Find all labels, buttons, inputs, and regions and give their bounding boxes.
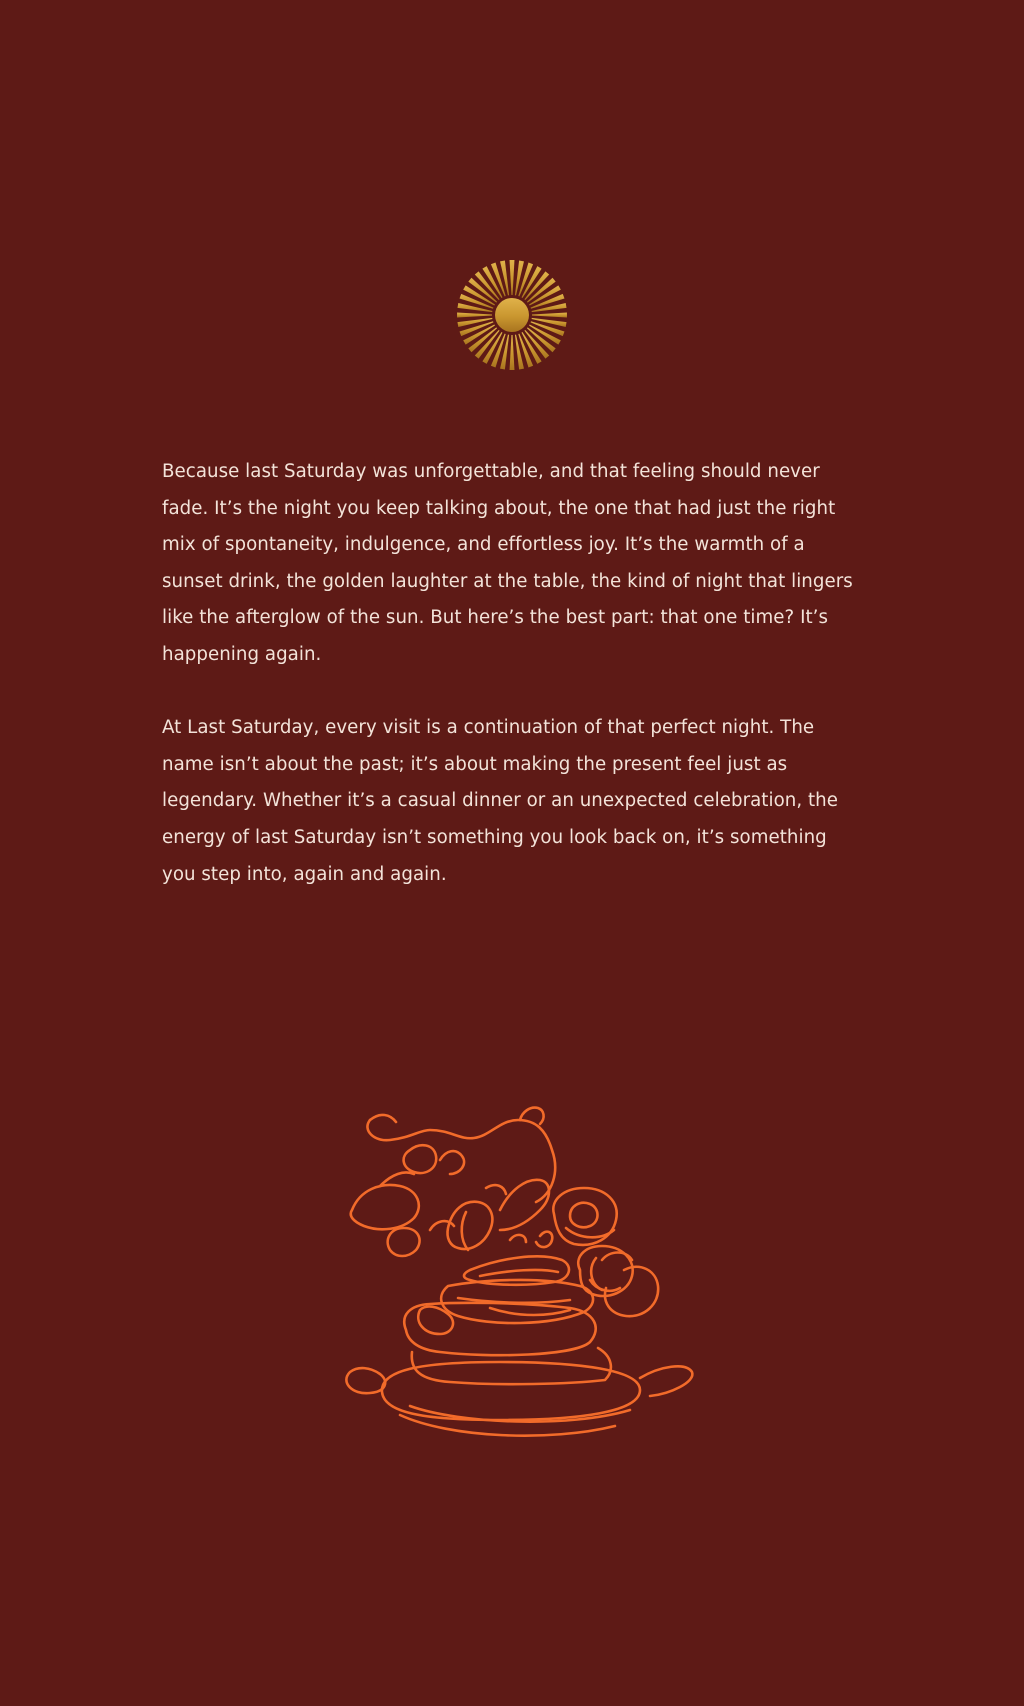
sunburst-logo-icon <box>456 259 568 371</box>
sun-ray <box>532 313 567 318</box>
sun-ray <box>532 303 567 312</box>
sun-ray <box>532 318 567 327</box>
sun-ray <box>510 335 515 370</box>
story-text <box>162 454 862 893</box>
sun-ray <box>457 303 492 312</box>
sun-ray <box>457 313 492 318</box>
sun-ray <box>515 260 524 295</box>
sun-ray <box>457 318 492 327</box>
sun-ray <box>500 260 509 295</box>
sun-ray <box>500 335 509 370</box>
sun-ray <box>510 260 515 295</box>
story-paragraph-1: Because last Saturday was unforgettable, and that feeling should never fade. It’s the night you keep talking about, the one that had just the right mix of spontaneity, indulgence, and effortless joy. It’s the warmth of a sunset drink, the golden laughter at the table, the kind of night that lingers like the afterglow of the sun. But here’s the best part: that one time? It’s happening again. <box>162 461 853 665</box>
food-line-drawing-icon <box>340 1090 710 1445</box>
story-paragraph-2: At Last Saturday, every visit is a continuation of that perfect night. The name isn’t about the past; it’s about making the present feel just as legendary. Whether it’s a casual dinner or an unexpected celebration, the energy of last Saturday isn’t something you look back on, it’s something you step into, again and again. <box>162 717 838 885</box>
sun-ray <box>515 335 524 370</box>
